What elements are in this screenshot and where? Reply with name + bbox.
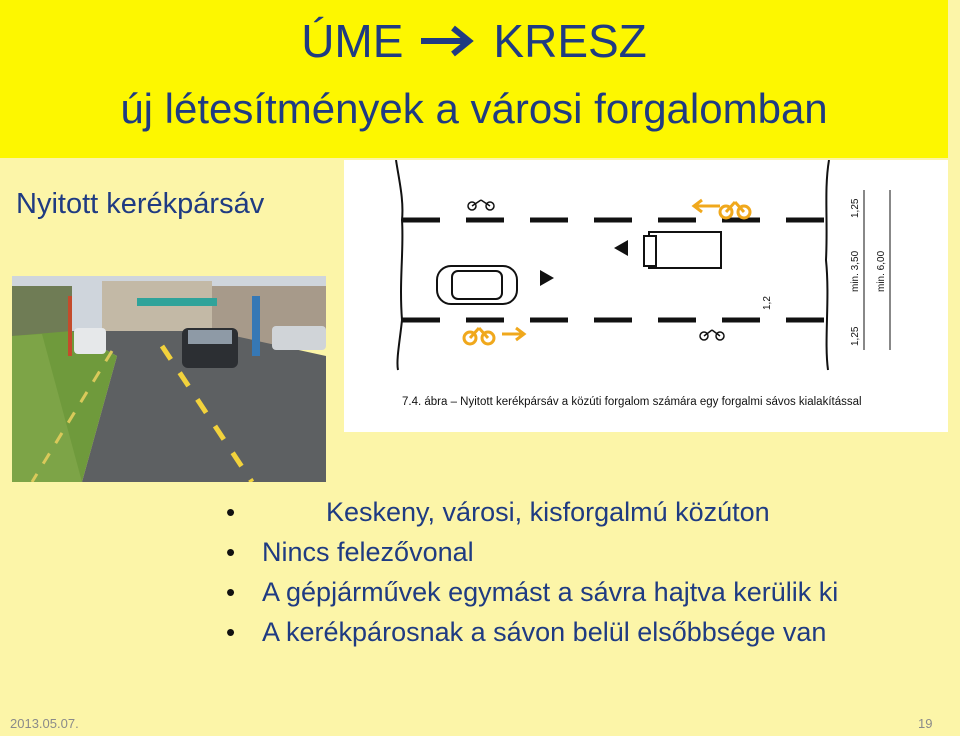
bullet-item: • A gépjárművek egymást a sávra hajtva kerülik ki [226,572,838,612]
dimension-label: 1,25 [850,326,861,346]
bullet-icon: • [226,617,236,647]
bullet-item: • Nincs felezővonal [226,532,838,572]
dimension-label: min. 3,50 [850,250,861,292]
slide-title-line2: új létesítmények a városi forgalomban [120,85,828,132]
bullet-item: • A kerékpárosnak a sávon belül elsőbbsége van [226,612,838,652]
bullet-icon: • [226,537,236,567]
bullet-list [226,492,838,652]
bullet-icon: • [226,577,236,607]
bullet-icon: • [226,497,236,527]
section-subtitle: Nyitott kerékpársáv [16,188,265,220]
bike-lane-arrow-icon [694,200,750,218]
small-dimension-label: 1,2 [762,296,773,310]
footer-date: 2013.05.07. [10,716,79,731]
dimension-label: min. 6,00 [876,250,887,292]
truck-icon [644,232,721,268]
road-photo [12,276,326,482]
page-number: 19 [918,716,933,731]
title-left: ÚME [301,15,404,67]
direction-right-icon [540,270,554,286]
lane-diagram [344,160,948,432]
dimension-label: 1,25 [850,198,861,218]
bike-lane-arrow-icon [464,328,524,344]
slide-title [0,15,948,67]
direction-left-icon [614,240,628,256]
diagram-caption: 7.4. ábra – Nyitott kerékpársáv a közúti forgalom számára egy forgalmi sávos kialakítással [402,396,862,408]
bike-symbol-icon [700,330,724,340]
car-icon [437,266,517,304]
right-arrow-icon [417,24,479,58]
bullet-item: • Keskeny, városi, kisforgalmú közúton [226,492,838,532]
title-right: KRESZ [493,15,647,67]
bike-symbol-icon [468,200,494,210]
